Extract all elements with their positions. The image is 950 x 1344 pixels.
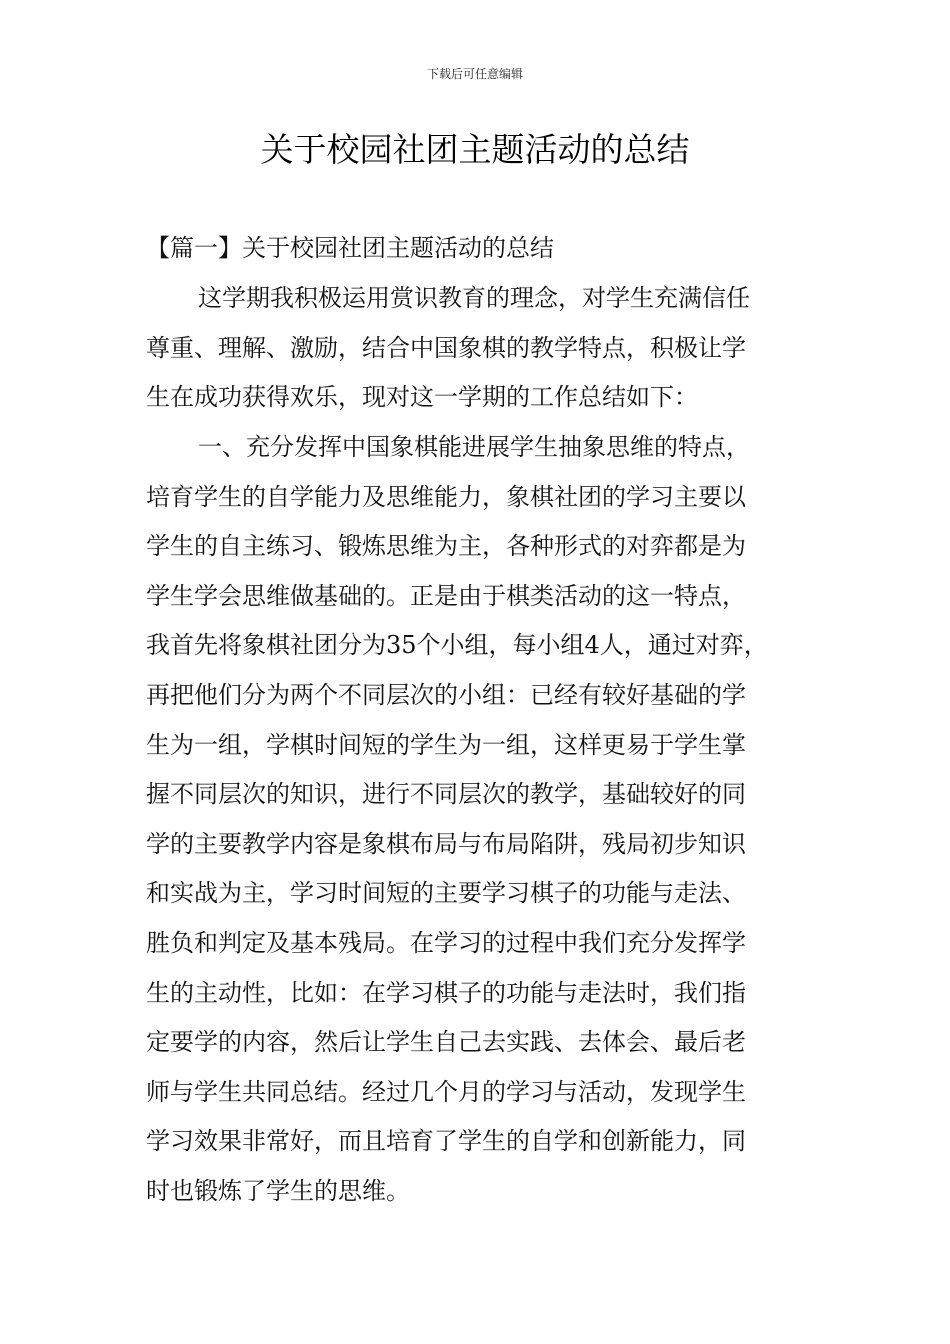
paragraph-line: 师与学生共同总结。经过几个月的学习与活动，发现学生 [146,1077,746,1106]
paragraph-line: 学习效果非常好，而且培育了学生的自学和创新能力，同 [146,1127,746,1156]
header-note: 下载后可任意编辑 [426,67,523,81]
paragraph-line: 时也锻炼了学生的思维。 [146,1176,410,1205]
paragraph-line: 再把他们分为两个不同层次的小组：已经有较好基础的学 [146,680,746,709]
section-heading: 【篇一】关于校园社团主题活动的总结 [146,234,554,262]
paragraph-line: 我首先将象棋社团分为35个小组，每小组4人，通过对弈， [146,631,768,660]
paragraph-line: 学生的自主练习、锻炼思维为主，各种形式的对弈都是为 [146,532,746,561]
paragraph-intro [146,274,846,423]
paragraph-line: 握不同层次的知识，进行不同层次的教学，基础较好的同 [146,780,746,809]
paragraph-line: 胜负和判定及基本残局。在学习的过程中我们充分发挥学 [146,928,746,957]
document-title: 关于校园社团主题活动的总结 [260,130,690,169]
paragraph-line: 生的主动性，比如：在学习棋子的功能与走法时，我们指 [146,978,746,1007]
paragraph-line: 培育学生的自学能力及思维能力，象棋社团的学习主要以 [146,482,746,511]
paragraph-line: 生在成功获得欢乐，现对这一学期的工作总结如下： [146,383,698,412]
paragraph-line: 这学期我积极运用赏识教育的理念，对学生充满信任 [198,284,750,312]
paragraph-line: 学的主要教学内容是象棋布局与布局陷阱，残局初步知识 [146,829,746,858]
paragraph-line: 尊重、理解、激励，结合中国象棋的教学特点，积极让学 [146,333,746,362]
paragraph-line: 定要学的内容，然后让学生自己去实践、去体会、最后老 [146,1028,746,1057]
paragraph-line: 学生学会思维做基础的。正是由于棋类活动的这一特点， [146,581,746,610]
paragraph-line: 一、充分发挥中国象棋能进展学生抽象思维的特点， [198,433,750,461]
paragraph-line: 生为一组，学棋时间短的学生为一组，这样更易于学生掌 [146,730,746,759]
paragraph-section-one [146,423,846,1217]
paragraph-line: 和实战为主，学习时间短的主要学习棋子的功能与走法、 [146,879,746,908]
